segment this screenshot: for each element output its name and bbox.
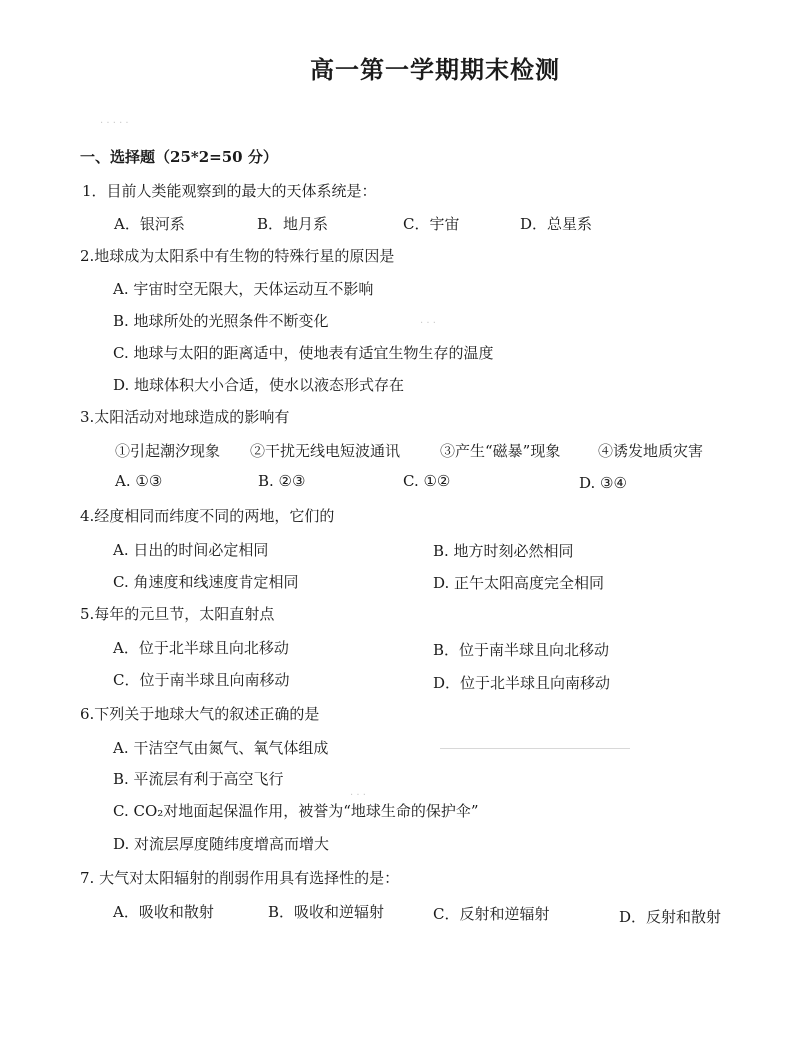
option-a: A．位于北半球且向北移动	[113, 639, 289, 657]
question-stem: 1．目前人类能观察到的最大的天体系统是：	[82, 182, 377, 200]
option-d: D．位于北半球且向南移动	[433, 674, 611, 692]
option-b: B. 地方时刻必然相同	[433, 542, 574, 560]
option-c: C．反射和逆辐射	[433, 905, 550, 923]
question-stem: 7. 大气对太阳辐射的削弱作用具有选择性的是：	[80, 869, 400, 887]
option-b: B. 地球所处的光照条件不断变化	[113, 312, 329, 330]
section-heading: 一、选择题（25*2=50 分）	[80, 148, 278, 166]
option-d: D. 地球体积大小合适，使水以液态形式存在	[113, 376, 405, 394]
question-stem: 5.每年的元旦节，太阳直射点	[80, 605, 275, 623]
option-b: B．位于南半球且向北移动	[433, 641, 610, 659]
page-title: 高一第一学期期末检测	[310, 56, 560, 84]
question-stem: 6.下列关于地球大气的叙述正确的是	[80, 705, 320, 723]
option-d: D. ③④	[579, 474, 627, 492]
question-stem: 2.地球成为太阳系中有生物的特殊行星的原因是	[80, 247, 395, 265]
statement-3: ③产生“磁暴”现象	[440, 442, 561, 460]
option-d: D. 对流层厚度随纬度增高而增大	[113, 835, 330, 853]
scan-noise: · · ·	[350, 790, 366, 801]
option-c: C. ①②	[403, 472, 451, 490]
option-d: D．总星系	[520, 215, 593, 233]
option-a: A．银河系	[114, 215, 185, 233]
option-b: B. 平流层有利于高空飞行	[113, 770, 284, 788]
scan-noise	[440, 748, 630, 749]
option-a: A. ①③	[115, 472, 163, 490]
option-d: D．反射和散射	[619, 908, 722, 926]
question-stem: 3.太阳活动对地球造成的影响有	[80, 408, 290, 426]
statement-2: ②干扰无线电短波通讯	[250, 442, 401, 460]
option-a: A. 日出的时间必定相同	[113, 541, 269, 559]
statement-1: ①引起潮汐现象	[115, 442, 221, 460]
option-d: D. 正午太阳高度完全相同	[433, 574, 605, 592]
option-a: A. 宇宙时空无限大，天体运动互不影响	[113, 280, 374, 298]
statement-4: ④诱发地质灾害	[598, 442, 704, 460]
question-stem: 4.经度相同而纬度不同的两地，它们的	[80, 507, 335, 525]
option-c: C．宇宙	[403, 215, 460, 233]
option-c: C. 地球与太阳的距离适中，使地表有适宜生物生存的温度	[113, 344, 494, 362]
option-c: C. CO₂对地面起保温作用，被誉为“地球生命的保护伞”	[113, 802, 479, 820]
option-b: B．地月系	[257, 215, 329, 233]
option-c: C. 角速度和线速度肯定相同	[113, 573, 299, 591]
scan-noise: · · · · ·	[100, 118, 129, 129]
option-a: A. 干洁空气由氮气、氧气体组成	[113, 739, 329, 757]
scan-noise: · · ·	[420, 318, 436, 329]
option-b: B．吸收和逆辐射	[268, 903, 385, 921]
option-c: C．位于南半球且向南移动	[113, 671, 290, 689]
option-a: A．吸收和散射	[113, 903, 214, 921]
option-b: B. ②③	[258, 472, 306, 490]
